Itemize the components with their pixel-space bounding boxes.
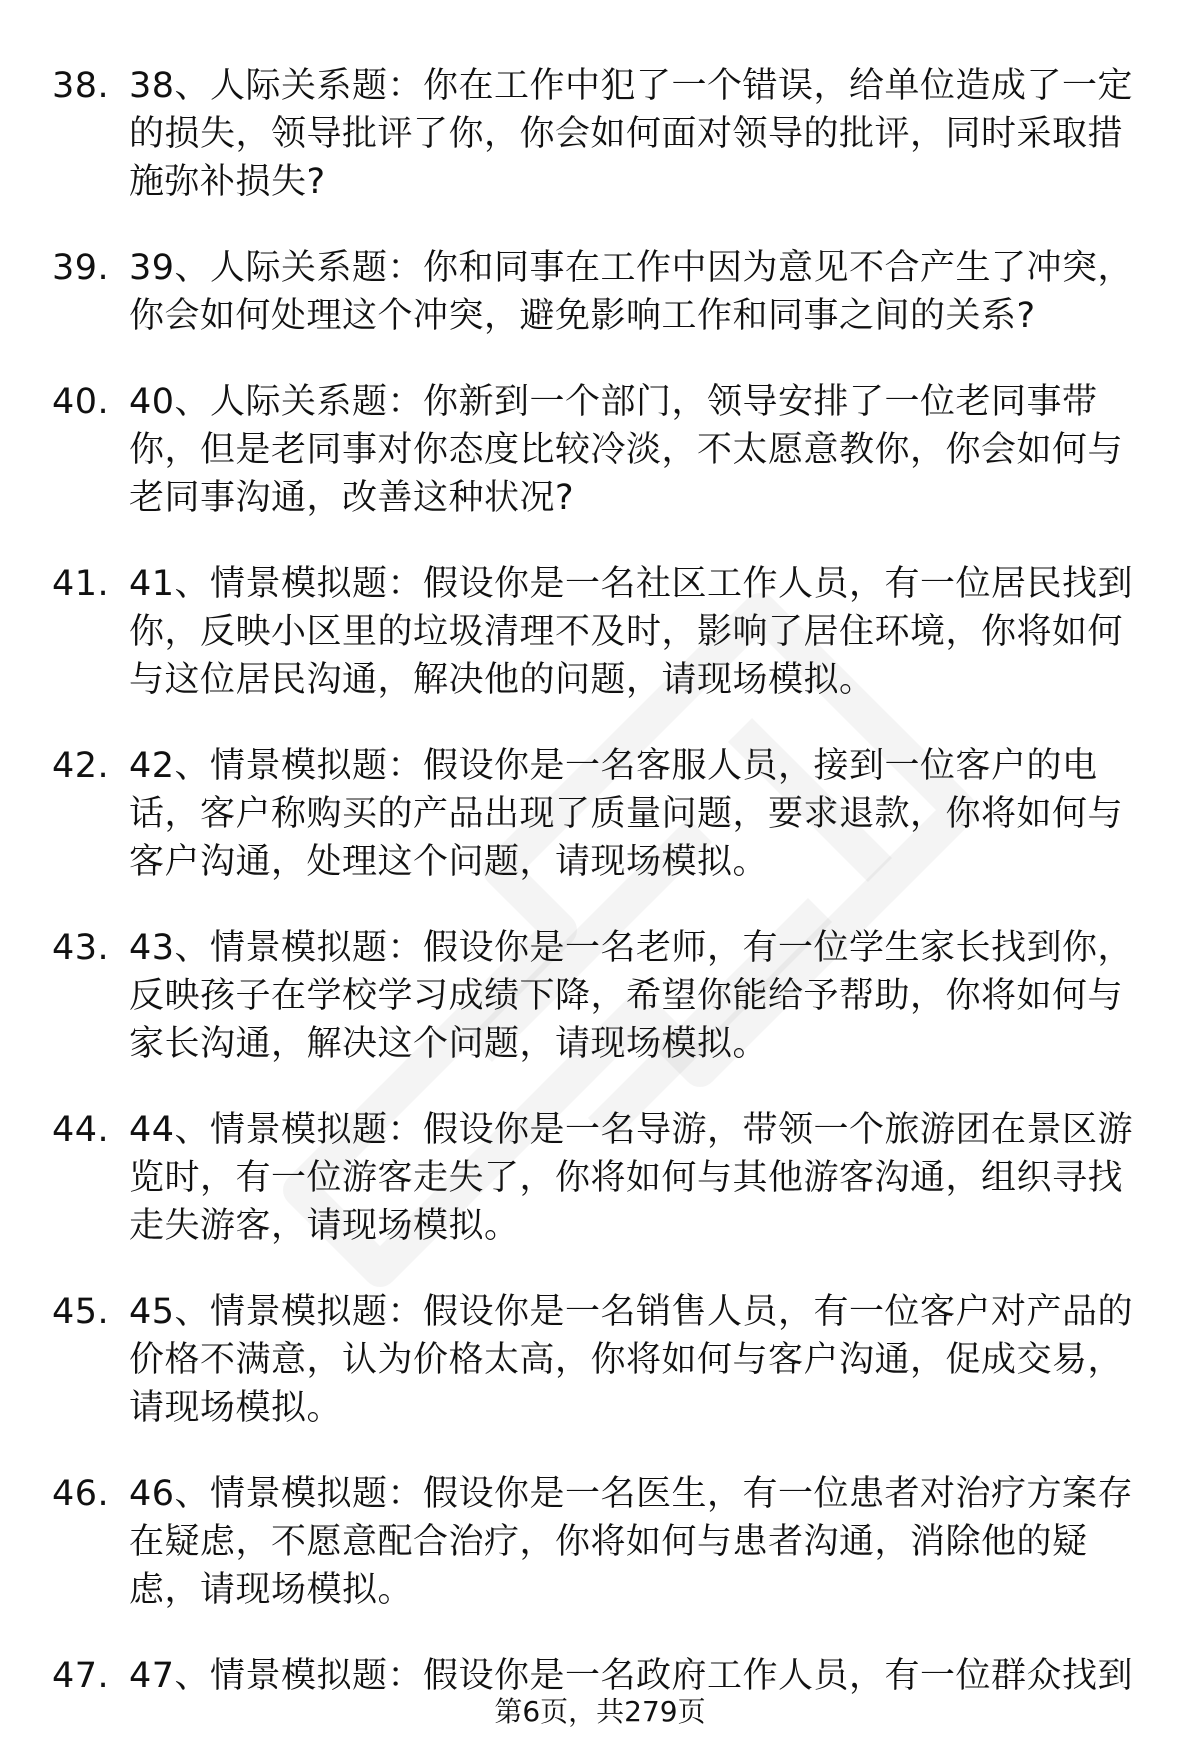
page-footer: 第6页，共279页 — [494, 1695, 706, 1728]
question-number: 38. — [52, 66, 110, 106]
list-item — [0, 1470, 1200, 1614]
list-item — [0, 924, 1200, 1068]
question-text: 46、情景模拟题：假设你是一名医生，有一位患者对治疗方案存在疑虑，不愿意配合治疗，你将如何与患者沟通，消除他的疑虑，请现场模拟。 — [129, 1474, 1134, 1610]
question-number: 44. — [52, 1110, 110, 1150]
question-list — [0, 62, 1200, 1738]
question-text: 44、情景模拟题：假设你是一名导游，带领一个旅游团在景区游览时，有一位游客走失了，你将如何与其他游客沟通，组织寻找走失游客，请现场模拟。 — [129, 1110, 1134, 1246]
list-item — [0, 1288, 1200, 1432]
list-item — [0, 1106, 1200, 1250]
question-number: 40. — [52, 382, 110, 422]
question-number: 47. — [52, 1656, 110, 1696]
question-text: 41、情景模拟题：假设你是一名社区工作人员，有一位居民找到你，反映小区里的垃圾清理不及时，影响了居住环境，你将如何与这位居民沟通，解决他的问题，请现场模拟。 — [129, 564, 1134, 700]
question-text: 39、人际关系题：你和同事在工作中因为意见不合产生了冲突，你会如何处理这个冲突，避免影响工作和同事之间的关系? — [129, 248, 1134, 336]
question-number: 41. — [52, 564, 110, 604]
list-item — [0, 378, 1200, 522]
question-number: 42. — [52, 746, 110, 786]
list-item — [0, 742, 1200, 886]
list-item — [0, 560, 1200, 704]
list-item — [0, 62, 1200, 206]
question-number: 43. — [52, 928, 110, 968]
question-text: 45、情景模拟题：假设你是一名销售人员，有一位客户对产品的价格不满意，认为价格太高，你将如何与客户沟通，促成交易，请现场模拟。 — [129, 1292, 1134, 1428]
list-item — [0, 244, 1200, 340]
question-number: 46. — [52, 1474, 110, 1514]
question-text: 42、情景模拟题：假设你是一名客服人员，接到一位客户的电话，客户称购买的产品出现了质量问题，要求退款，你将如何与客户沟通，处理这个问题，请现场模拟。 — [129, 746, 1124, 882]
question-number: 39. — [52, 248, 110, 288]
question-text: 47、情景模拟题：假设你是一名政府工作人员，有一位群众找到 — [129, 1656, 1134, 1696]
question-text: 43、情景模拟题：假设你是一名老师，有一位学生家长找到你，反映孩子在学校学习成绩下降，希望你能给予帮助，你将如何与家长沟通，解决这个问题，请现场模拟。 — [129, 928, 1134, 1064]
question-number: 45. — [52, 1292, 110, 1332]
question-text: 40、人际关系题：你新到一个部门，领导安排了一位老同事带你，但是老同事对你态度比较冷淡，不太愿意教你，你会如何与老同事沟通，改善这种状况? — [129, 382, 1124, 518]
question-text: 38、人际关系题：你在工作中犯了一个错误，给单位造成了一定的损失，领导批评了你，你会如何面对领导的批评，同时采取措施弥补损失? — [129, 66, 1134, 202]
